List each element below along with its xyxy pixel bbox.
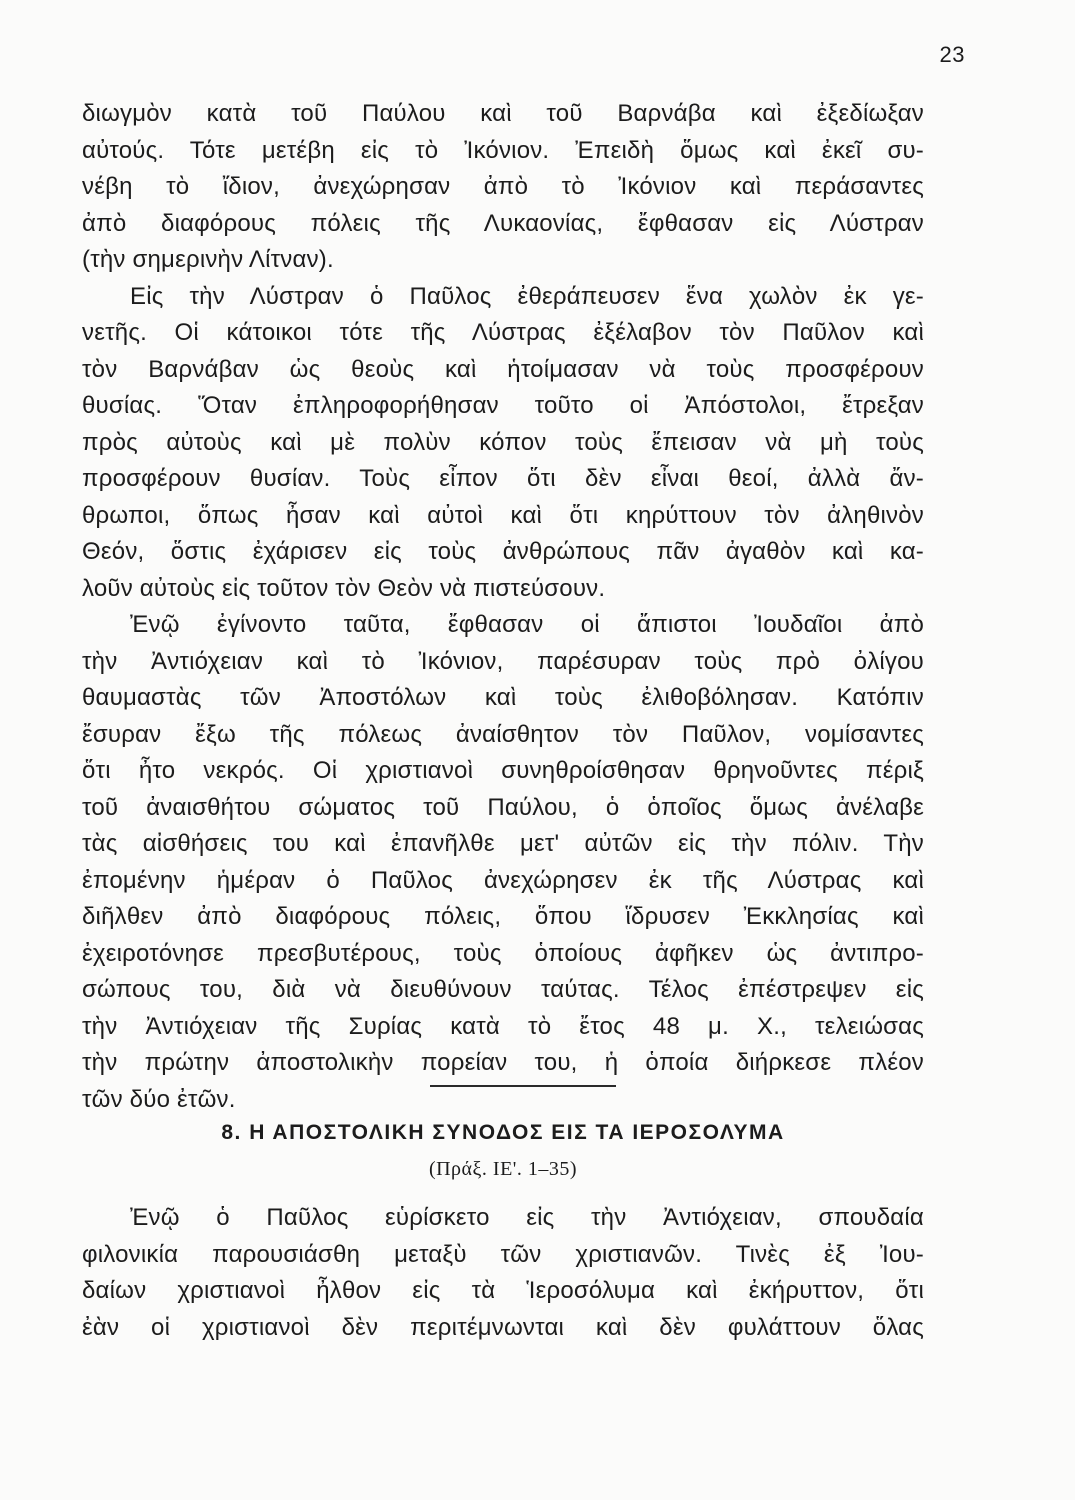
section-divider [430, 1085, 616, 1087]
text-line: Εἰς τὴν Λύστραν ὁ Παῦλος ἐθεράπευσεν ἕνα χωλὸν ἐκ γε- [130, 282, 924, 310]
text-line: νέβη τὸ ἴδιον, ἀνεχώρησαν ἀπὸ τὸ Ἰκόνιον καὶ περάσαντες [82, 173, 924, 200]
scripture-reference: (Πράξ. ΙΕ'. 1–35) [428, 1158, 578, 1180]
text-line: ἐὰν οἱ χριστιανοὶ δὲν περιτέμνωνται καὶ δὲν φυλάττουν ὅλας [82, 1313, 924, 1341]
text-line: (τὴν σημερινὴν Λίτναν). [82, 246, 334, 273]
body-text [82, 96, 924, 1118]
text-line: τὸν Βαρνάβαν ὡς θεοὺς καὶ ἡτοίμασαν νὰ τοὺς προσφέρουν [82, 355, 924, 383]
text-line: διῆλθεν ἀπὸ διαφόρους πόλεις, ὅπου ἵδρυσεν Ἐκκλησίας καὶ [82, 903, 924, 930]
text-line: λοῦν αὐτοὺς εἰς τοῦτον τὸν Θεὸν νὰ πιστεύσουν. [82, 574, 606, 602]
text-line: τῶν δύο ἐτῶν. [82, 1085, 236, 1113]
text-line: προσφέρουν θυσίαν. Τοὺς εἶπον ὅτι δὲν εἶναι θεοί, ἀλλὰ ἄν- [82, 465, 924, 492]
text-line: ἐπομένην ἡμέραν ὁ Παῦλος ἀνεχώρησεν ἐκ τῆς Λύστρας καὶ [82, 866, 924, 894]
text-line: δαίων χριστιανοὶ ἦλθον εἰς τὰ Ἱεροσόλυμα καὶ ἐκήρυττον, ὅτι [82, 1277, 924, 1304]
text-line: τοῦ ἀναισθήτου σώματος τοῦ Παύλου, ὁ ὁποῖος ὅμως ἀνέλαβε [82, 793, 924, 821]
text-line: πρὸς αὐτοὺς καὶ μὲ πολὺν κόπον τοὺς ἔπεισαν νὰ μὴ τοὺς [82, 428, 924, 456]
text-line: νετῆς. Οἱ κάτοικοι τότε τῆς Λύστρας ἐξέλαβον τὸν Παῦλον καὶ [82, 319, 924, 346]
text-line: θρωποι, ὅπως ἦσαν καὶ αὐτοὶ καὶ ὅτι κηρύττουν τὸν ἀληθινὸν [82, 501, 924, 529]
section-heading: 8. Η ΑΠΟΣΤΟΛΙΚΗ ΣΥΝΟΔΟΣ ΕΙΣ ΤΑ ΙΕΡΟΣΟΛΥΜΑ [221, 1121, 785, 1144]
text-line: φιλονικία παρουσιάσθη μεταξὺ τῶν χριστιανῶν. Τινὲς ἐξ Ἰου- [82, 1240, 924, 1268]
text-line: αὐτούς. Τότε μετέβη εἰς τὸ Ἰκόνιον. Ἐπειδὴ ὅμως καὶ ἐκεῖ συ- [82, 136, 924, 164]
text-line: ὅτι ἦτο νεκρός. Οἱ χριστιανοὶ συνηθροίσθησαν θρηνοῦντες πέριξ [82, 757, 924, 784]
text-line: τὴν πρώτην ἀποστολικὴν πορείαν του, ἡ ὁποία διήρκεσε πλέον [82, 1049, 924, 1076]
text-line: τὴν Ἀντιόχειαν τῆς Συρίας κατὰ τὸ ἔτος 48 μ. Χ., τελειώσας [82, 1012, 924, 1040]
text-line: θαυμαστὰς τῶν Ἀποστόλων καὶ τοὺς ἐλιθοβόλησαν. Κατόπιν [82, 684, 924, 711]
text-line: Ἐνῷ ἐγίνοντο ταῦτα, ἔφθασαν οἱ ἄπιστοι Ἰουδαῖοι ἀπὸ [130, 611, 924, 638]
text-line: σώπους του, διὰ νὰ διευθύνουν ταύτας. Τέλος ἐπέστρεψεν εἰς [82, 976, 924, 1003]
page-number: 23 [939, 42, 965, 67]
text-line: θυσίας. Ὅταν ἐπληροφορήθησαν τοῦτο οἱ Ἀπόστολοι, ἔτρεξαν [82, 392, 924, 419]
text-line: τὰς αἰσθήσεις του καὶ ἐπανῆλθε μετ' αὐτῶν εἰς τὴν πόλιν. Τὴν [82, 830, 924, 857]
text-line: ἔσυραν ἔξω τῆς πόλεως ἀναίσθητον τὸν Παῦλον, νομίσαντες [82, 720, 924, 748]
text-line: Ἐνῷ ὁ Παῦλος εὑρίσκετο εἰς τὴν Ἀντιόχειαν, σπουδαία [130, 1204, 924, 1231]
text-line: Θεόν, ὅστις ἐχάρισεν εἰς τοὺς ἀνθρώπους πᾶν ἀγαθὸν καὶ κα- [82, 538, 924, 565]
text-line: διωγμὸν κατὰ τοῦ Παύλου καὶ τοῦ Βαρνάβα καὶ ἐξεδίωξαν [82, 100, 924, 127]
section-body-text [82, 1200, 924, 1346]
text-line: τὴν Ἀντιόχειαν καὶ τὸ Ἰκόνιον, παρέσυραν τοὺς πρὸ ὀλίγου [82, 647, 924, 675]
text-line: ἐχειροτόνησε πρεσβυτέρους, τοὺς ὁποίους ἀφῆκεν ὡς ἀντιπρο- [82, 939, 924, 967]
text-line: ἀπὸ διαφόρους πόλεις τῆς Λυκαονίας, ἔφθασαν εἰς Λύστραν [82, 209, 924, 237]
